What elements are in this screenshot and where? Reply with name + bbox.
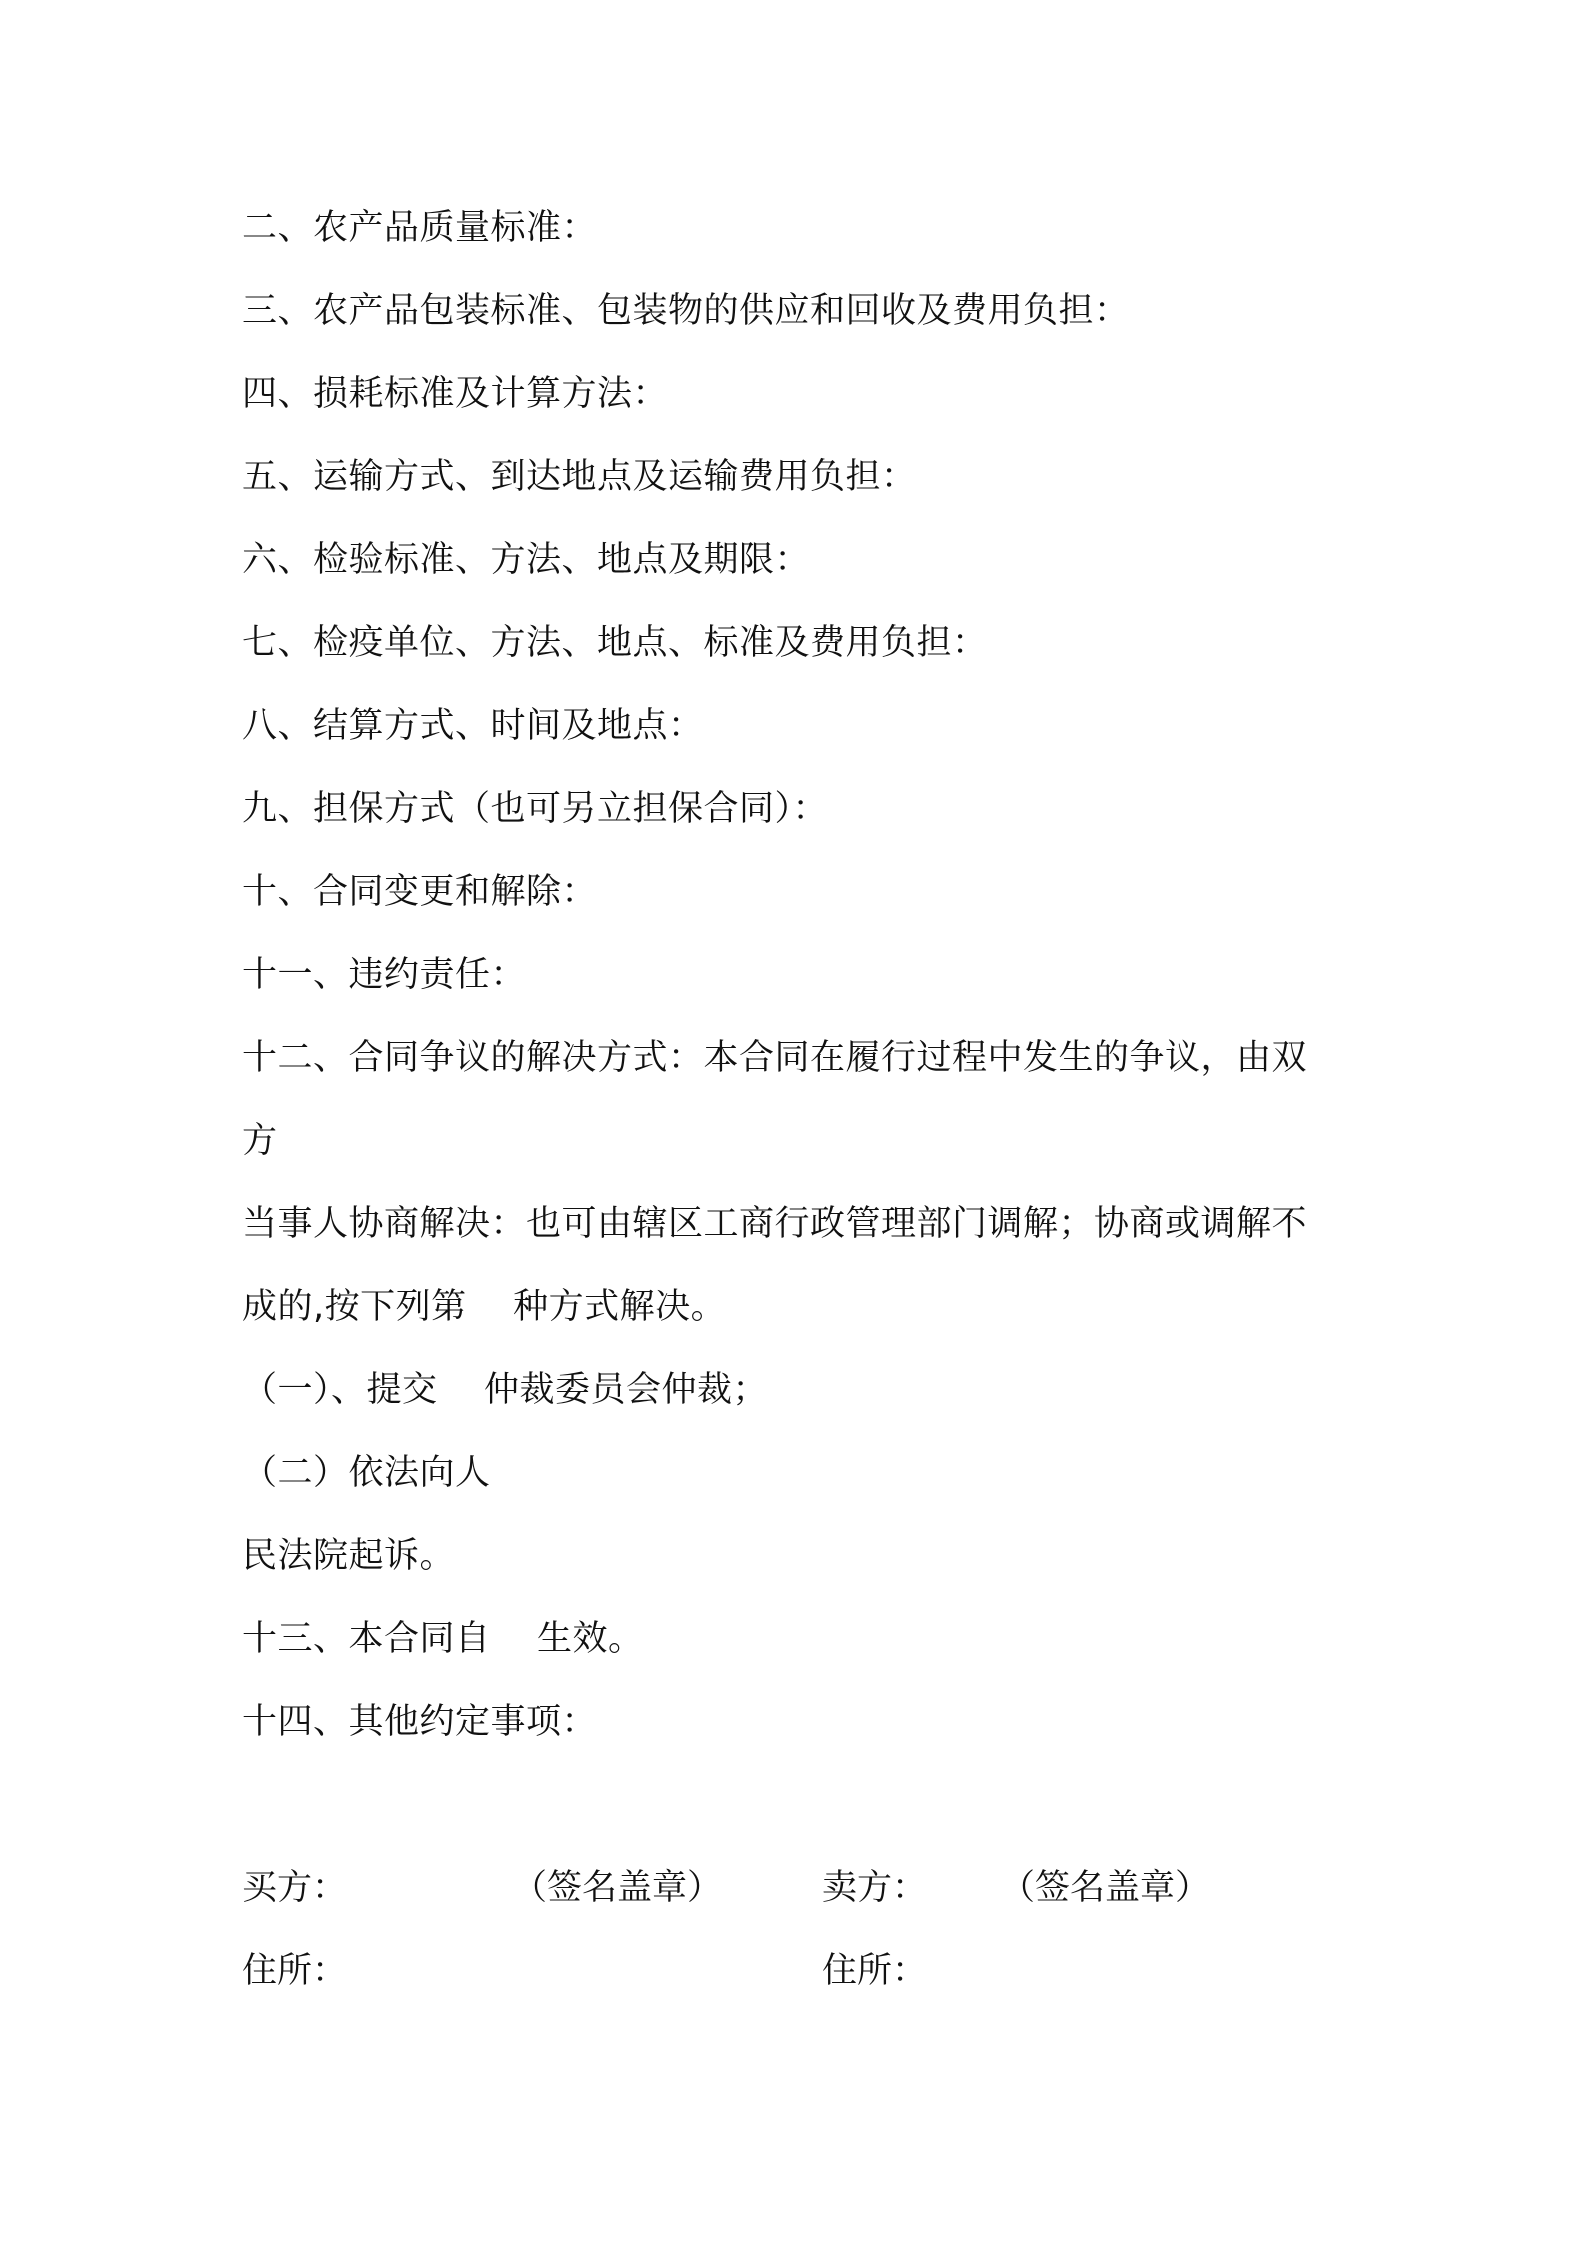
seller-seal: （签名盖章） [1000,1868,1211,1908]
clause-10: 十、合同变更和解除： [242,872,598,912]
clause-12-option-2-line-1: （二）依法向人 [242,1453,491,1493]
clause-14: 十四、其他约定事项： [242,1702,598,1742]
clause-2: 二、农产品质量标准： [242,208,598,248]
seller-address-label: 住所： [822,1951,928,1991]
clause-5: 五、运输方式、到达地点及运输费用负担： [242,457,917,497]
clause-4: 四、损耗标准及计算方法： [242,374,669,414]
seller-label: 卖方： [822,1868,928,1908]
clause-12-option-1: （一）、提交 仲裁委员会仲裁； [242,1370,769,1410]
clause-11: 十一、违约责任： [242,955,527,995]
clause-12-line-3: 当事人协商解决：也可由辖区工商行政管理部门调解；协商或调解不 [242,1204,1308,1244]
clause-12-line-4: 成的,按下列第 种方式解决。 [242,1287,727,1327]
buyer-address-label: 住所： [242,1951,348,1991]
clause-8: 八、结算方式、时间及地点： [242,706,704,746]
buyer-seal: （签名盖章） [512,1868,723,1908]
clause-12-line-2: 方 [242,1121,278,1161]
buyer-label: 买方： [242,1868,348,1908]
clause-7: 七、检疫单位、方法、地点、标准及费用负担： [242,623,988,663]
clause-3: 三、农产品包装标准、包装物的供应和回收及费用负担： [242,291,1130,331]
clause-6: 六、检验标准、方法、地点及期限： [242,540,811,580]
clause-13: 十三、本合同自 生效。 [242,1619,644,1659]
clause-12-line-1: 十二、合同争议的解决方式：本合同在履行过程中发生的争议，由双 [242,1038,1308,1078]
clause-9: 九、担保方式（也可另立担保合同）： [242,789,829,829]
clause-12-option-2-line-2: 民法院起诉。 [242,1536,456,1576]
